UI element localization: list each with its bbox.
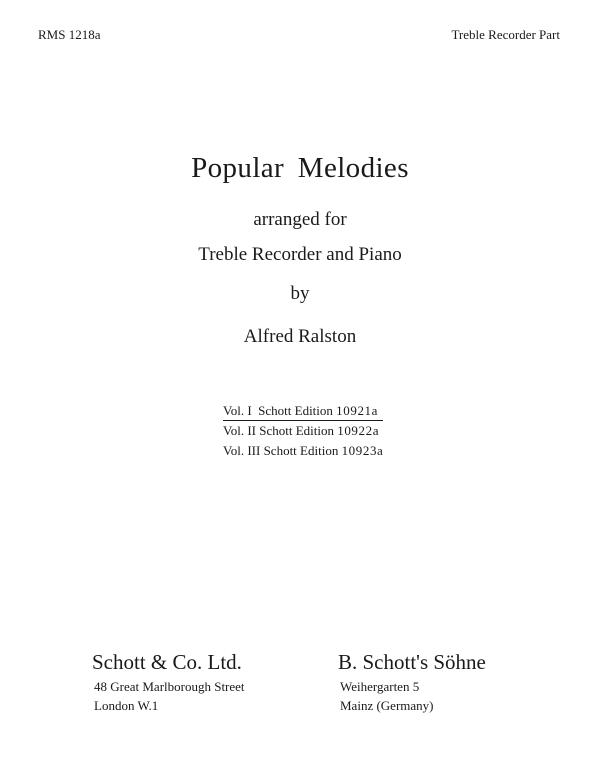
- publisher-london: [92, 650, 245, 715]
- volume-edition: Schott Edition: [258, 403, 333, 418]
- publisher-city: Mainz (Germany): [340, 698, 434, 713]
- part-label: Treble Recorder Part: [451, 27, 560, 42]
- volume-number: Vol. I: [223, 403, 252, 418]
- publisher-name: Schott & Co. Ltd.: [92, 650, 242, 674]
- by-line: by: [290, 283, 310, 304]
- catalog-number: RMS 1218a: [38, 27, 101, 42]
- volume-edition-number: 10921a: [336, 403, 379, 418]
- author-name: Alfred Ralston: [243, 326, 357, 347]
- publisher-name: B. Schott's Söhne: [338, 650, 486, 674]
- page-title: Popular Melodies: [191, 152, 409, 184]
- publisher-mainz: [338, 650, 486, 715]
- publisher-street: Weihergarten 5: [340, 679, 420, 694]
- volume-edition: Schott Edition: [263, 443, 339, 458]
- volume-edition-number: 10923a: [341, 443, 384, 458]
- volume-item: [223, 401, 383, 421]
- instrumentation-line: Treble Recorder and Piano: [198, 244, 402, 265]
- volume-edition-number: 10922a: [337, 423, 380, 438]
- volume-item: [223, 441, 383, 461]
- volume-number: Vol. III: [223, 443, 261, 458]
- volume-list: [223, 401, 383, 461]
- publisher-city: London W.1: [94, 698, 159, 713]
- volume-edition: Schott Edition: [259, 423, 334, 438]
- volume-item: [223, 421, 383, 441]
- arranged-for-line: arranged for: [253, 209, 347, 230]
- publisher-street: 48 Great Marlborough Street: [94, 679, 245, 694]
- volume-number: Vol. II: [223, 423, 256, 438]
